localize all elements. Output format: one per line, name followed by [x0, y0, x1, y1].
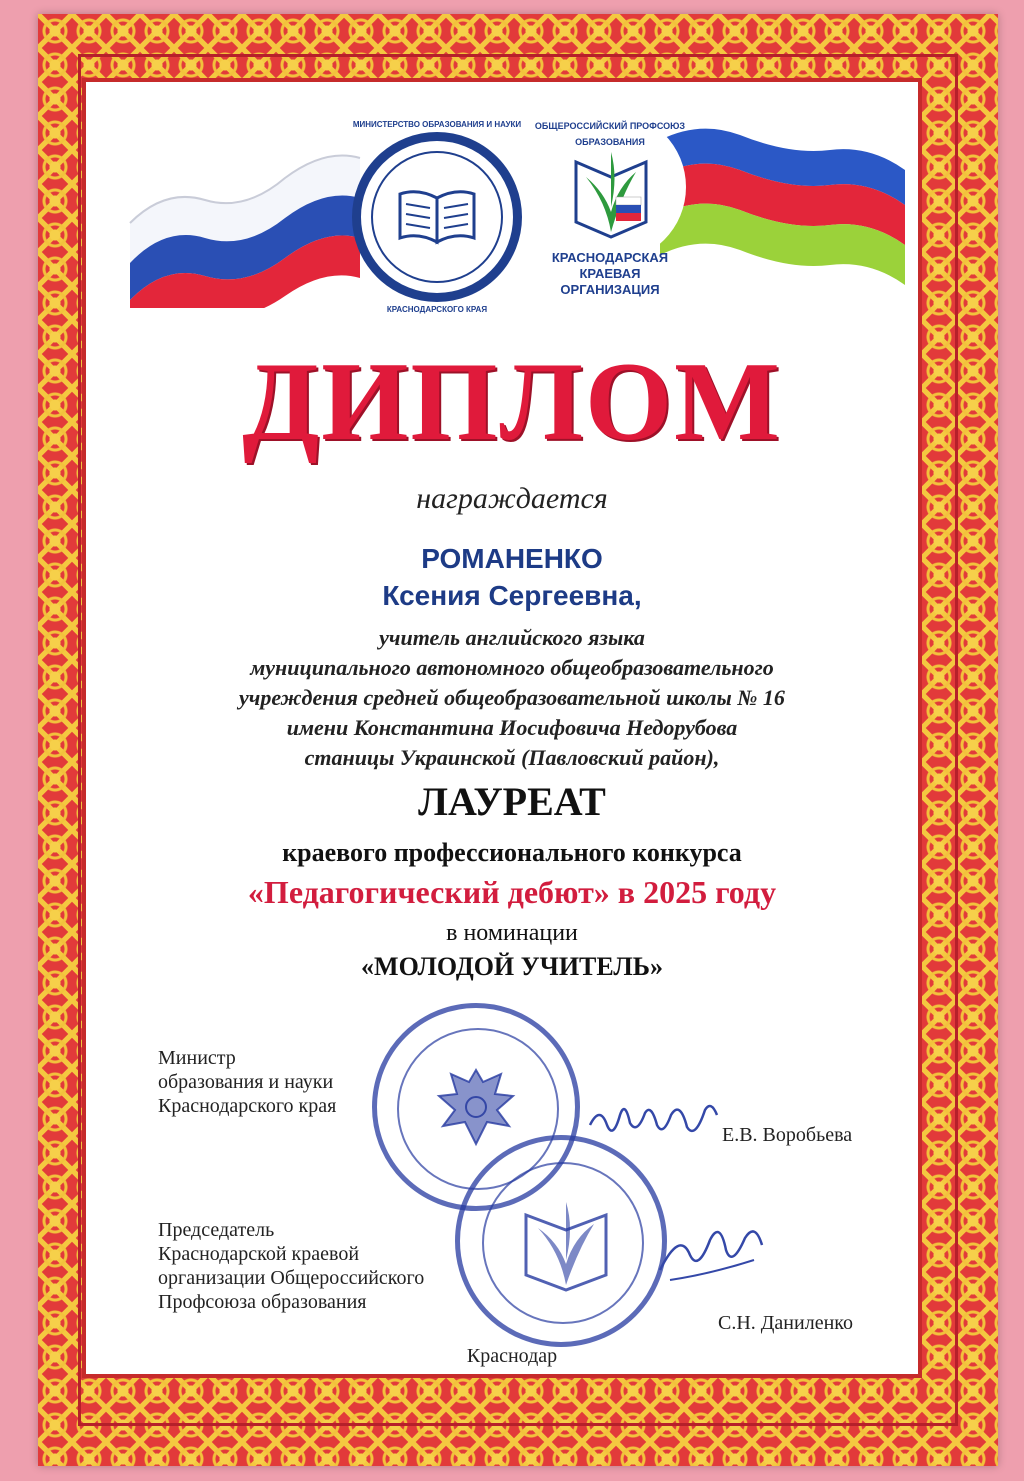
position-line: учреждения средней общеобразовательной школы № 16: [239, 685, 785, 710]
union-seal-sprout-icon: [516, 1190, 616, 1300]
recipient-given-names: Ксения Сергеевна,: [382, 580, 642, 611]
chair-title: [158, 1218, 424, 1314]
ministry-ring-text: МИНИСТЕРСТВО ОБРАЗОВАНИЯ И НАУКИ: [352, 120, 522, 129]
position-line: муниципального автономного общеобразовательного: [250, 655, 774, 680]
minister-title-line: Краснодарского края: [158, 1095, 337, 1117]
minister-title-line: образования и науки: [158, 1071, 334, 1093]
union-caption: КРАСНОДАРСКАЯ КРАЕВАЯ ОРГАНИЗАЦИЯ: [551, 250, 669, 297]
laureate-title: ЛАУРЕАТ: [418, 779, 606, 824]
minister-signature: [585, 1095, 725, 1155]
ministry-caption: КРАСНОДАРСКОГО КРАЯ: [386, 305, 488, 314]
leaf-sprout-icon: [566, 142, 656, 242]
diploma-title: ДИПЛОМ: [242, 340, 782, 464]
city: Краснодар: [466, 1345, 558, 1367]
nomination-label: в номинации: [446, 920, 578, 946]
chair-title-line: Краснодарской краевой: [158, 1243, 360, 1265]
chair-name: С.Н. Даниленко: [718, 1312, 853, 1334]
minister-title-line: Министр: [158, 1047, 236, 1069]
ministry-emblem: [352, 132, 522, 302]
minister-title: [158, 1046, 336, 1118]
minister-name: Е.В. Воробьева: [722, 1124, 853, 1146]
position-line: станицы Украинской (Павловский район),: [304, 745, 720, 770]
position-line: учитель английского языка: [379, 625, 645, 650]
open-book-icon: [396, 186, 478, 246]
union-seal-icon: [455, 1135, 667, 1347]
position-line: имени Константина Иосифовича Недорубова: [286, 715, 738, 740]
chair-signature: [650, 1210, 770, 1290]
contest-description: краевого профессионального конкурса: [282, 838, 742, 867]
contest-name: «Педагогический дебют» в 2025 году: [247, 874, 777, 910]
recipient-surname: РОМАНЕНКО: [421, 543, 603, 574]
russian-flag-icon: [125, 128, 365, 308]
chair-title-line: Профсоюза образования: [158, 1291, 367, 1313]
nomination-name: «МОЛОДОЙ УЧИТЕЛЬ»: [361, 952, 663, 981]
awarded-text: награждается: [416, 482, 608, 515]
union-ring-text: ОБЩЕРОССИЙСКИЙ ПРОФСОЮЗ ОБРАЗОВАНИЯ: [534, 121, 686, 147]
recipient-position: [100, 623, 924, 773]
chair-title-line: организации Общероссийского: [158, 1267, 425, 1289]
chair-title-line: Председатель: [158, 1219, 275, 1241]
